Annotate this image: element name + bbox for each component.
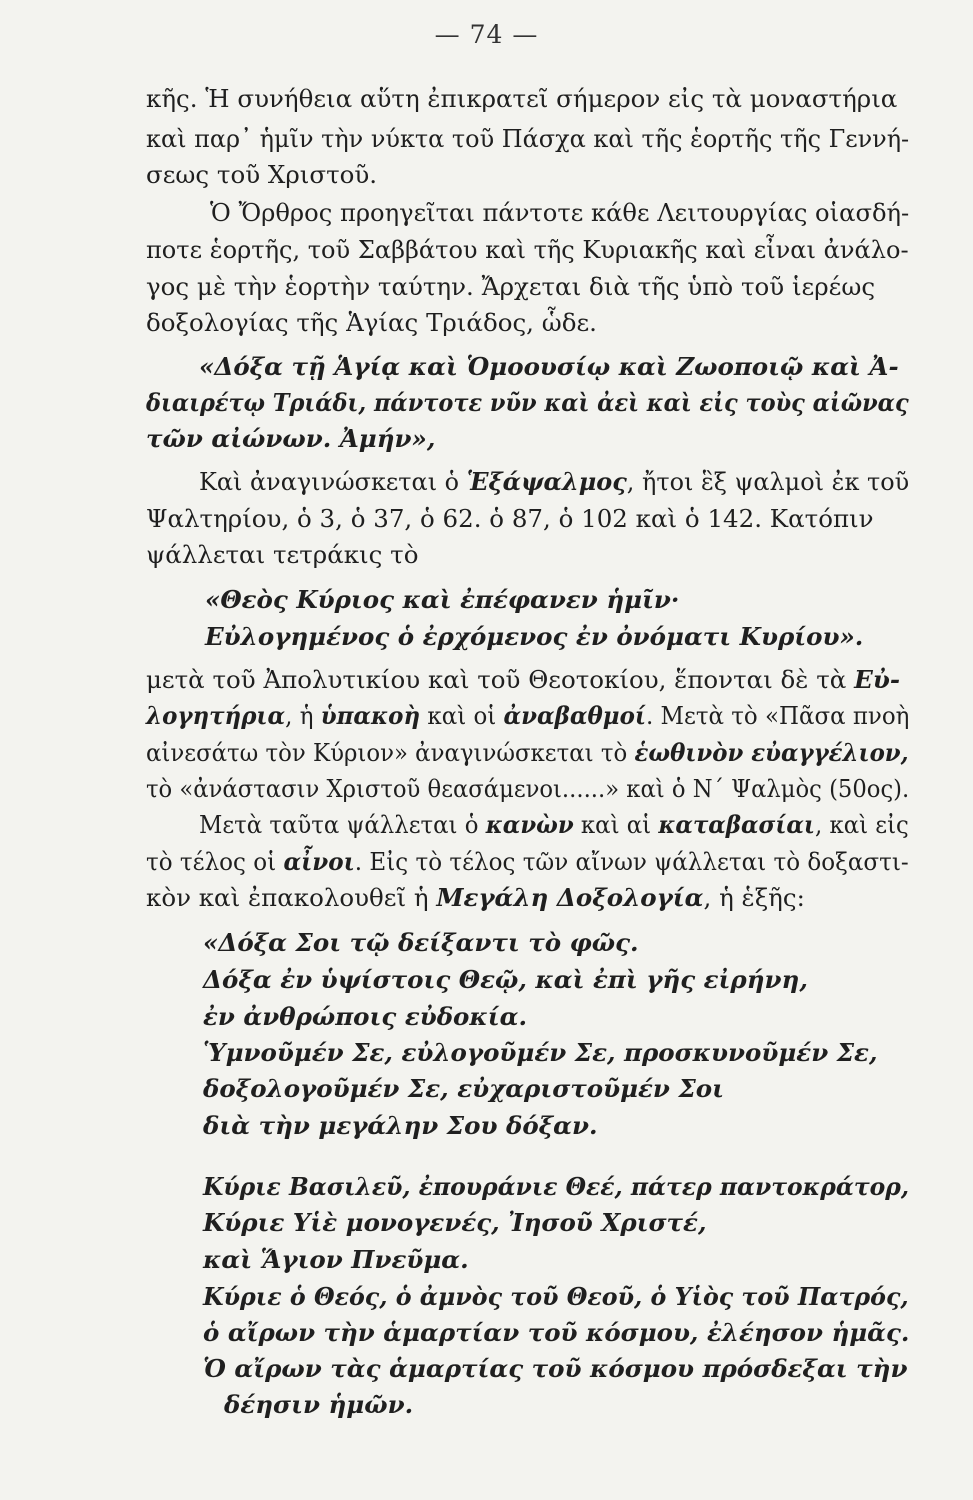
text-line (146, 272, 909, 301)
body-text: , ἤτοι ἓξ ψαλμοὶ ἐκ τοῦ (626, 467, 910, 496)
text-line (146, 235, 909, 264)
emphasized-text: Δόξα ἐν ὑψίστοις Θεῷ, καὶ ἐπὶ γῆς εἰρήνη, (203, 965, 808, 994)
emphasized-text: δοξολογοῦμέν Σε, εὐχαριστοῦμέν Σοι (203, 1074, 724, 1103)
page-number: — 74 — (434, 20, 539, 49)
text-line (205, 585, 680, 614)
text-line (146, 308, 597, 337)
text-line (146, 738, 909, 767)
text-line (203, 1002, 527, 1031)
emphasized-text: ὁ αἴρων τὴν ἁμαρτίαν τοῦ κόσμου, ἐλέησον ἡμᾶς. (203, 1318, 910, 1347)
emphasized-text: Κύριε ὁ Θεός, ὁ ἀμνὸς τοῦ Θεοῦ, ὁ Υἱὸς τοῦ Πατρός, (203, 1282, 909, 1311)
body-text: γος μὲ τὴν ἑορτὴν ταύτην. Ἄρχεται διὰ τῆς ὑπὸ τοῦ ἱερέως (146, 272, 876, 301)
text-line (210, 198, 910, 227)
text-line (146, 847, 909, 876)
emphasized-text: Ὑμνοῦμέν Σε, εὐλογοῦμέν Σε, προσκυνοῦμέν Σε, (203, 1038, 878, 1067)
text-line (203, 1111, 598, 1140)
body-text: αἰνεσάτω τὸν Κύριον» ἀναγινώσκεται τὸ (146, 738, 635, 767)
body-text: . Εἰς τὸ τέλος τῶν αἴνων ψάλλεται τὸ δοξαστι- (354, 847, 909, 876)
body-text: τὸ τέλος οἱ (146, 847, 284, 876)
emphasized-text: τῶν αἰώνων. Ἀμήν», (146, 424, 436, 453)
text-line (224, 1390, 414, 1419)
text-line (146, 883, 805, 912)
text-line (203, 1245, 469, 1274)
text-line (203, 1208, 707, 1237)
text-line (199, 352, 909, 381)
body-text: , καὶ εἰς (814, 810, 909, 839)
body-text: Καὶ ἀναγινώσκεται ὁ (199, 467, 467, 496)
body-text: καὶ οἱ (420, 701, 504, 730)
body-text: . Μετὰ τὸ «Πᾶσα πνοὴ (645, 701, 910, 730)
emphasized-text: Κύριε Υἱὲ μονογενές, Ἰησοῦ Χριστέ, (203, 1208, 707, 1237)
text-line (146, 160, 378, 189)
text-line (146, 504, 909, 533)
text-line (203, 1318, 910, 1347)
emphasized-text: κανὼν (485, 810, 574, 839)
text-line (199, 810, 909, 839)
body-text: δοξολογίας τῆς Ἁγίας Τριάδος, ὧδε. (146, 308, 597, 337)
text-line (146, 424, 436, 453)
text-line (203, 965, 808, 994)
text-line (203, 1354, 909, 1383)
emphasized-text: «Δόξα Σοι τῷ δείξαντι τὸ φῶς. (203, 928, 639, 957)
body-text: καὶ αἱ (573, 810, 659, 839)
body-text: Ὁ Ὄρθρος προηγεῖται πάντοτε κάθε Λειτουργίας οἱασδή- (210, 198, 910, 227)
emphasized-text: «Θεὸς Κύριος καὶ ἐπέφανεν ἡμῖν· (205, 585, 680, 614)
text-line (146, 124, 910, 153)
emphasized-text: «Δόξα τῇ Ἁγίᾳ καὶ Ὁμοουσίῳ καὶ Ζωοποιῷ καὶ Ἀ- (199, 352, 899, 381)
body-text: Ψαλτηρίου, ὁ 3, ὁ 37, ὁ 62. ὁ 87, ὁ 102 καὶ ὁ 142. Κατόπιν (146, 504, 874, 533)
emphasized-text: Μεγάλη Δοξολογία (436, 883, 704, 912)
text-line (146, 84, 909, 113)
emphasized-text: ἑωθινὸν εὐαγγέλιον, (634, 738, 909, 767)
emphasized-text: Κύριε Βασιλεῦ, ἐπουράνιε Θεέ, πάτερ παντοκράτορ, (203, 1172, 910, 1201)
text-line (203, 1038, 909, 1067)
emphasized-text: ἐν ἀνθρώποις εὐδοκία. (203, 1002, 527, 1031)
text-line (203, 1282, 909, 1311)
emphasized-text: καταβασίαι (658, 810, 815, 839)
body-text: ψάλλεται τετράκις τὸ (146, 540, 419, 569)
text-line (203, 1074, 724, 1103)
body-text: σεως τοῦ Χριστοῦ. (146, 160, 378, 189)
body-text: ποτε ἑορτῆς, τοῦ Σαββάτου καὶ τῆς Κυριακῆς καὶ εἶναι ἀνάλο- (146, 235, 909, 264)
emphasized-text: δέησιν ἡμῶν. (224, 1390, 414, 1419)
emphasized-text: Ὁ αἴρων τὰς ἁμαρτίας τοῦ κόσμου πρόσδεξαι τὴν (203, 1354, 908, 1383)
body-text: , ἡ ἑξῆς: (703, 883, 805, 912)
text-line (205, 622, 864, 651)
text-line (146, 540, 419, 569)
body-text: Μετὰ ταῦτα ψάλλεται ὁ (199, 810, 486, 839)
body-text: κὸν καὶ ἐπακολουθεῖ ἡ (146, 883, 437, 912)
body-text: τὸ «ἀνάστασιν Χριστοῦ θεασάμενοι......» καὶ ὁ Ν΄ Ψαλμὸς (50ος). (146, 774, 910, 803)
body-text: καὶ παρ᾽ ἡμῖν τὴν νύκτα τοῦ Πάσχα καὶ τῆς ἑορτῆς τῆς Γεννή- (146, 124, 910, 153)
body-text: κῆς. Ἡ συνήθεια αὕτη ἐπικρατεῖ σήμερον εἰς τὰ μοναστήρια (146, 84, 898, 113)
emphasized-text: καὶ Ἅγιον Πνεῦμα. (203, 1245, 469, 1274)
text-line (146, 774, 910, 803)
text-line (146, 388, 909, 417)
emphasized-text: διὰ τὴν μεγάλην Σου δόξαν. (203, 1111, 598, 1140)
text-line (199, 467, 910, 496)
text-line (203, 928, 639, 957)
emphasized-text: διαιρέτῳ Τριάδι, πάντοτε νῦν καὶ ἀεὶ καὶ εἰς τοὺς αἰῶνας (146, 388, 909, 417)
emphasized-text: ὑπακοὴ (320, 701, 421, 730)
emphasized-text: λογητήρια (146, 701, 286, 730)
body-text: , ἡ (285, 701, 321, 730)
body-text: μετὰ τοῦ Ἀπολυτικίου καὶ τοῦ Θεοτοκίου, ἕπονται δὲ τὰ (146, 665, 855, 694)
text-line (146, 701, 910, 730)
emphasized-text: αἶνοι (283, 847, 355, 876)
emphasized-text: ἀναβαθμοί (503, 701, 646, 730)
text-line (203, 1172, 910, 1201)
text-line (146, 665, 909, 694)
emphasized-text: Εὐλογημένος ὁ ἐρχόμενος ἐν ὀνόματι Κυρίου». (205, 622, 864, 651)
emphasized-text: Εὐ- (854, 665, 900, 694)
emphasized-text: Ἑξάψαλμος (466, 467, 627, 496)
